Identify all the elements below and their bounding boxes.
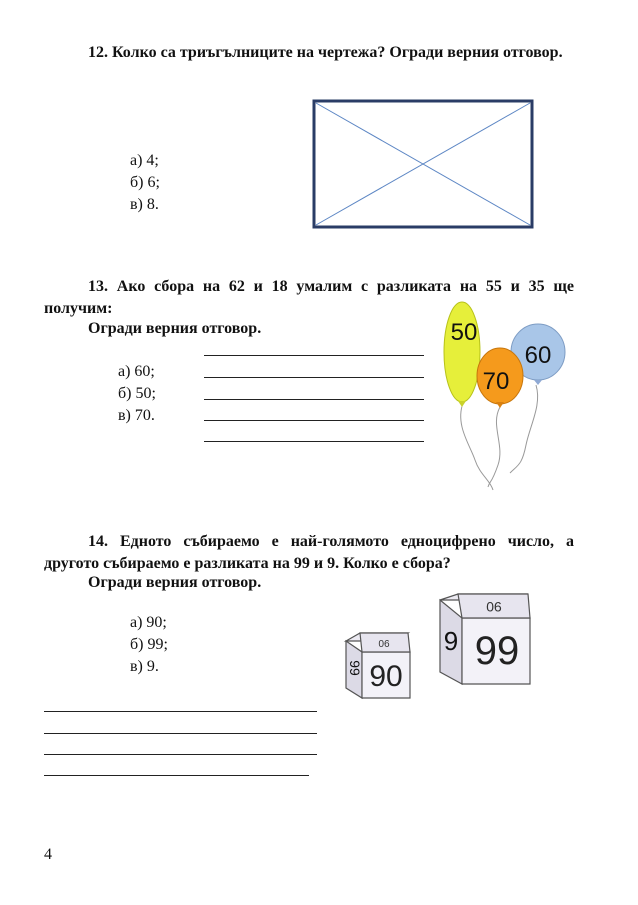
- balloon-50: [444, 302, 480, 407]
- cube-large-top-label: 90: [486, 599, 502, 615]
- q13-option-a[interactable]: а) 60;: [118, 363, 155, 380]
- q12-option-b[interactable]: б) 6;: [130, 174, 160, 191]
- q13-options: [118, 361, 156, 427]
- cubes-illustration: [340, 592, 540, 704]
- q12-title: 12. Колко са триъгълниците на чертежа? Огради верния отговор.: [88, 44, 563, 61]
- q14-instruction: Огради верния отговор.: [88, 574, 262, 591]
- cube-large-side-label: 9: [443, 626, 459, 656]
- q14-option-c[interactable]: в) 9.: [130, 658, 159, 675]
- balloon-50-label: 50: [450, 319, 478, 346]
- q13-option-b[interactable]: б) 50;: [118, 385, 156, 402]
- q14-option-a[interactable]: а) 90;: [130, 614, 167, 631]
- q14-options: [130, 612, 168, 678]
- q13-answer-line-4[interactable]: [204, 420, 424, 421]
- balloon-70: [477, 348, 523, 408]
- q13-answer-line-1[interactable]: [204, 355, 424, 356]
- cube-small-side-label: 99: [347, 660, 363, 676]
- cube-small-front-label: 90: [369, 660, 403, 693]
- q12-options: [130, 150, 160, 216]
- triangles-drawing: [310, 97, 536, 231]
- q13-answer-line-5[interactable]: [204, 441, 424, 442]
- q13-answer-line-2[interactable]: [204, 377, 424, 378]
- q14-answer-line-4[interactable]: [44, 775, 309, 776]
- q14-answer-line-3[interactable]: [44, 754, 317, 755]
- cube-small-top-label: 90: [378, 637, 390, 648]
- q12-option-c[interactable]: в) 8.: [130, 196, 159, 213]
- q14-option-b[interactable]: б) 99;: [130, 636, 168, 653]
- q13-option-c[interactable]: в) 70.: [118, 407, 155, 424]
- balloon-60-label: 60: [524, 342, 552, 369]
- q12-option-a[interactable]: а) 4;: [130, 152, 159, 169]
- q13-instruction: Огради верния отговор.: [88, 320, 262, 337]
- q14-answer-line-2[interactable]: [44, 733, 317, 734]
- cube-large: [440, 594, 530, 684]
- cube-small: [346, 633, 410, 698]
- page-number: 4: [44, 846, 52, 863]
- cube-large-front-label: 99: [474, 629, 520, 673]
- q14-title: 14. Едното събираемо е най-голямото едноцифрено число, а другото събираемо е разликата на 99 и 9. Колко е сбора?: [44, 533, 574, 572]
- balloons-illustration: [430, 295, 580, 495]
- balloon-70-label: 70: [482, 368, 510, 395]
- q13-answer-line-3[interactable]: [204, 399, 424, 400]
- q13-title: 13. Ако сбора на 62 и 18 умалим с разликата на 55 и 35 ще получим:: [44, 278, 574, 317]
- q14-answer-line-1[interactable]: [44, 711, 317, 712]
